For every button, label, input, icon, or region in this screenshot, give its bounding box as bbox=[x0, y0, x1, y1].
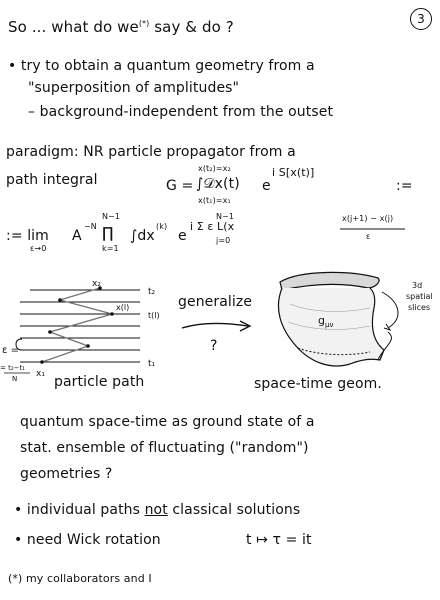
limit-sub: ε→0 bbox=[30, 244, 47, 253]
slices-label-3: slices bbox=[408, 303, 431, 312]
label-t2: t₂ bbox=[148, 287, 156, 297]
quantum-line-2: stat. ensemble of fluctuating ("random") bbox=[20, 440, 309, 456]
bullet-individual-paths-not: not bbox=[144, 502, 168, 518]
slices-label-1: 3d bbox=[412, 281, 423, 290]
exp-base: e bbox=[262, 178, 271, 194]
bullet-quantum-geometry: • try to obtain a quantum geometry from a bbox=[8, 58, 315, 74]
integral-lower-limit: x(t₁)=x₁ bbox=[198, 196, 231, 205]
product-upper: N−1 bbox=[102, 212, 121, 221]
define-symbol: := bbox=[396, 178, 413, 194]
epsilon-definition: = t₂−t₁ bbox=[0, 364, 26, 372]
spacetime-diagram bbox=[270, 268, 440, 378]
velocity-numerator: x(j+1) − x(j) bbox=[342, 214, 394, 223]
exp-sum-lagrangian: i Σ ε L(x bbox=[190, 220, 235, 233]
quantum-line-1: quantum space-time as ground state of a bbox=[20, 414, 315, 430]
paradigm-path-integral: path integral bbox=[6, 172, 98, 188]
velocity-denominator: ε bbox=[366, 232, 371, 241]
particle-path-diagram bbox=[0, 280, 180, 410]
integral-upper-limit: x(t₂)=x₂ bbox=[198, 164, 231, 173]
page-number: 3 bbox=[410, 8, 432, 30]
label-x1: x₁ bbox=[36, 369, 45, 379]
wick-rotation-formula: t ↦ τ = it bbox=[246, 532, 312, 548]
label-x2: x₂ bbox=[92, 280, 101, 289]
normalization-A-power: −N bbox=[84, 222, 97, 231]
bullet-individual-paths bbox=[14, 502, 300, 518]
label-tl: t(l) bbox=[148, 311, 160, 320]
epsilon-label: ε = bbox=[2, 345, 19, 356]
generalize-question: ? bbox=[210, 338, 218, 354]
product-lower: k=1 bbox=[102, 244, 119, 253]
bullet-wick-rotation: • need Wick rotation bbox=[14, 532, 161, 548]
measure-dx-power: (k) bbox=[156, 222, 168, 231]
exp-e: e bbox=[178, 228, 187, 244]
generalize-arrow bbox=[178, 316, 258, 336]
epsilon-definition-N: N bbox=[12, 375, 18, 383]
heading-post: say & do ? bbox=[149, 18, 234, 36]
bullet-individual-paths-pre: • individual paths bbox=[14, 502, 145, 518]
bullet-quantum-geometry-cont: "superposition of amplitudes" bbox=[28, 80, 240, 96]
sum-upper: N−1 bbox=[216, 212, 235, 221]
exp-power-action: i S[x(t)] bbox=[272, 166, 315, 179]
heading-pre: So ... what do we bbox=[8, 18, 139, 36]
quantum-line-3: geometries ? bbox=[20, 466, 113, 482]
propagator-G: G = bbox=[166, 178, 194, 194]
heading-footnote-mark: (*) bbox=[138, 19, 150, 28]
integral-body: ∫𝒟x(t) bbox=[196, 176, 240, 192]
sum-lower: j=0 bbox=[216, 236, 231, 245]
bullet-individual-paths-post: classical solutions bbox=[167, 502, 301, 518]
label-t1: t₁ bbox=[148, 359, 156, 369]
product-symbol: ∏ bbox=[102, 224, 114, 242]
metric-label: $g_{\mu\nu}$ bbox=[318, 314, 334, 329]
footnote: (*) my collaborators and I bbox=[8, 572, 152, 585]
particle-path-caption: particle path bbox=[54, 374, 145, 390]
normalization-A: A bbox=[72, 228, 82, 244]
sub-bullet-background-independent: – background-independent from the outset bbox=[28, 104, 334, 120]
paradigm-line: paradigm: NR particle propagator from a bbox=[6, 144, 296, 160]
generalize-label: generalize bbox=[178, 294, 253, 310]
spacetime-caption: space-time geom. bbox=[254, 376, 382, 392]
label-xl: x(l) bbox=[116, 303, 130, 312]
slices-label-2: spatial bbox=[406, 292, 433, 301]
limit-lead: := lim bbox=[6, 228, 49, 244]
measure-dx: ∫dx bbox=[130, 228, 155, 244]
